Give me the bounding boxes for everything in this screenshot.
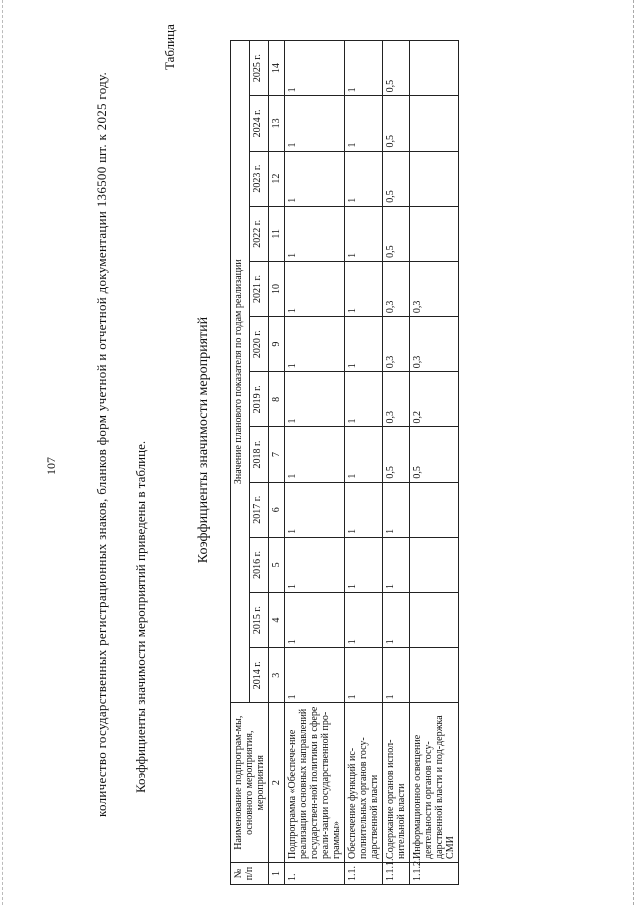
- row-value: [410, 648, 459, 703]
- row-number: 1.1.1.: [383, 862, 410, 884]
- header-num: № п/п: [231, 862, 269, 884]
- row-value: 1: [285, 648, 345, 703]
- header-year: 2016 г.: [250, 537, 269, 592]
- row-name: Содержание органов испол-нительной власти: [383, 703, 410, 863]
- row-value: 1: [383, 537, 410, 592]
- row-value: 1: [285, 537, 345, 592]
- table-caption: Коэффициенты значимости мероприятий: [196, 316, 211, 564]
- row-value: 1: [345, 372, 383, 427]
- row-value: 1: [285, 151, 345, 206]
- row-value: 0,3: [383, 372, 410, 427]
- scan-edge-bottom: [633, 0, 634, 905]
- row-value: 1: [285, 96, 345, 151]
- column-number: 2: [269, 703, 285, 863]
- table-row: [285, 41, 345, 885]
- column-number: 13: [269, 96, 285, 151]
- row-value: 0,5: [383, 41, 410, 96]
- row-value: 0,5: [410, 427, 459, 482]
- column-number: 14: [269, 41, 285, 96]
- row-value: 1: [285, 41, 345, 96]
- row-value: 1: [345, 427, 383, 482]
- header-name: Наименование подпрограм-мы, основного мероприятия, мероприятия: [231, 703, 269, 863]
- column-number-row: [269, 41, 285, 885]
- row-name: Подпрограмма «Обеспече-ние реализации основных направлений государствен-ной политики в сфере реали-зации государственной про-граммы»: [285, 703, 345, 863]
- row-value: [410, 151, 459, 206]
- header-year: 2018 г.: [250, 427, 269, 482]
- row-value: 0,2: [410, 372, 459, 427]
- table-label: Таблица: [162, 24, 177, 70]
- row-value: 1: [285, 427, 345, 482]
- row-value: 1: [285, 261, 345, 316]
- row-value: 1: [285, 206, 345, 261]
- header-year: 2015 г.: [250, 593, 269, 648]
- row-value: 1: [345, 482, 383, 537]
- header-year: 2020 г.: [250, 317, 269, 372]
- row-number: 1.1.2.: [410, 862, 459, 884]
- row-number: 1.: [285, 862, 345, 884]
- row-value: 1: [345, 206, 383, 261]
- row-value: 1: [345, 41, 383, 96]
- table-row: [345, 41, 383, 885]
- column-number: 10: [269, 261, 285, 316]
- significance-table: [230, 40, 459, 885]
- note-paragraph: Коэффициенты значимости мероприятий приведены в таблице.: [133, 440, 148, 793]
- row-value: 1: [345, 261, 383, 316]
- column-number: 3: [269, 648, 285, 703]
- scan-edge-top: [2, 0, 3, 905]
- header-year: 2017 г.: [250, 482, 269, 537]
- table-row: [410, 41, 459, 885]
- page-number: 107: [44, 457, 58, 475]
- column-number: 9: [269, 317, 285, 372]
- row-value: 1: [285, 317, 345, 372]
- row-value: 0,5: [383, 151, 410, 206]
- row-value: 1: [345, 317, 383, 372]
- column-number: 8: [269, 372, 285, 427]
- column-number: 5: [269, 537, 285, 592]
- row-number: 1.1.: [345, 862, 383, 884]
- row-value: 1: [345, 151, 383, 206]
- header-year: 2023 г.: [250, 151, 269, 206]
- table-body: [285, 41, 459, 885]
- column-number: 6: [269, 482, 285, 537]
- header-year: 2019 г.: [250, 372, 269, 427]
- row-value: 1: [383, 593, 410, 648]
- row-value: [410, 206, 459, 261]
- header-year: 2021 г.: [250, 261, 269, 316]
- row-value: [410, 593, 459, 648]
- row-value: 0,5: [383, 96, 410, 151]
- row-name: Информационное освещение деятельности органов госу-дарственной власти и под-держка СМИ: [410, 703, 459, 863]
- column-number: 11: [269, 206, 285, 261]
- column-number: 1: [269, 862, 285, 884]
- row-value: 1: [383, 482, 410, 537]
- row-value: 1: [285, 372, 345, 427]
- header-group: Значение планового показателя по годам реализации: [231, 41, 250, 703]
- row-value: 0,5: [383, 206, 410, 261]
- intro-paragraph: количество государственных регистрационных знаков, бланков форм учетной и отчетной документации 136500 шт. к 2025 году.: [94, 71, 109, 817]
- row-value: 0,5: [383, 427, 410, 482]
- row-value: 0,3: [383, 317, 410, 372]
- row-value: 1: [345, 593, 383, 648]
- row-value: [410, 96, 459, 151]
- header-year: 2024 г.: [250, 96, 269, 151]
- row-name: Обеспечение функций ис-полнительных органов госу-дарственной власти: [345, 703, 383, 863]
- row-value: 1: [285, 482, 345, 537]
- column-number: 4: [269, 593, 285, 648]
- row-value: 1: [345, 96, 383, 151]
- row-value: 0,3: [410, 261, 459, 316]
- header-row: [231, 41, 250, 885]
- row-value: 0,3: [410, 317, 459, 372]
- header-year: 2022 г.: [250, 206, 269, 261]
- row-value: [410, 482, 459, 537]
- row-value: 1: [345, 537, 383, 592]
- row-value: [410, 537, 459, 592]
- row-value: 1: [285, 593, 345, 648]
- row-value: 1: [345, 648, 383, 703]
- column-number: 7: [269, 427, 285, 482]
- table-row: [383, 41, 410, 885]
- row-value: 1: [383, 648, 410, 703]
- row-value: 0,3: [383, 261, 410, 316]
- header-year: 2025 г.: [250, 41, 269, 96]
- header-year: 2014 г.: [250, 648, 269, 703]
- column-number: 12: [269, 151, 285, 206]
- row-value: [410, 41, 459, 96]
